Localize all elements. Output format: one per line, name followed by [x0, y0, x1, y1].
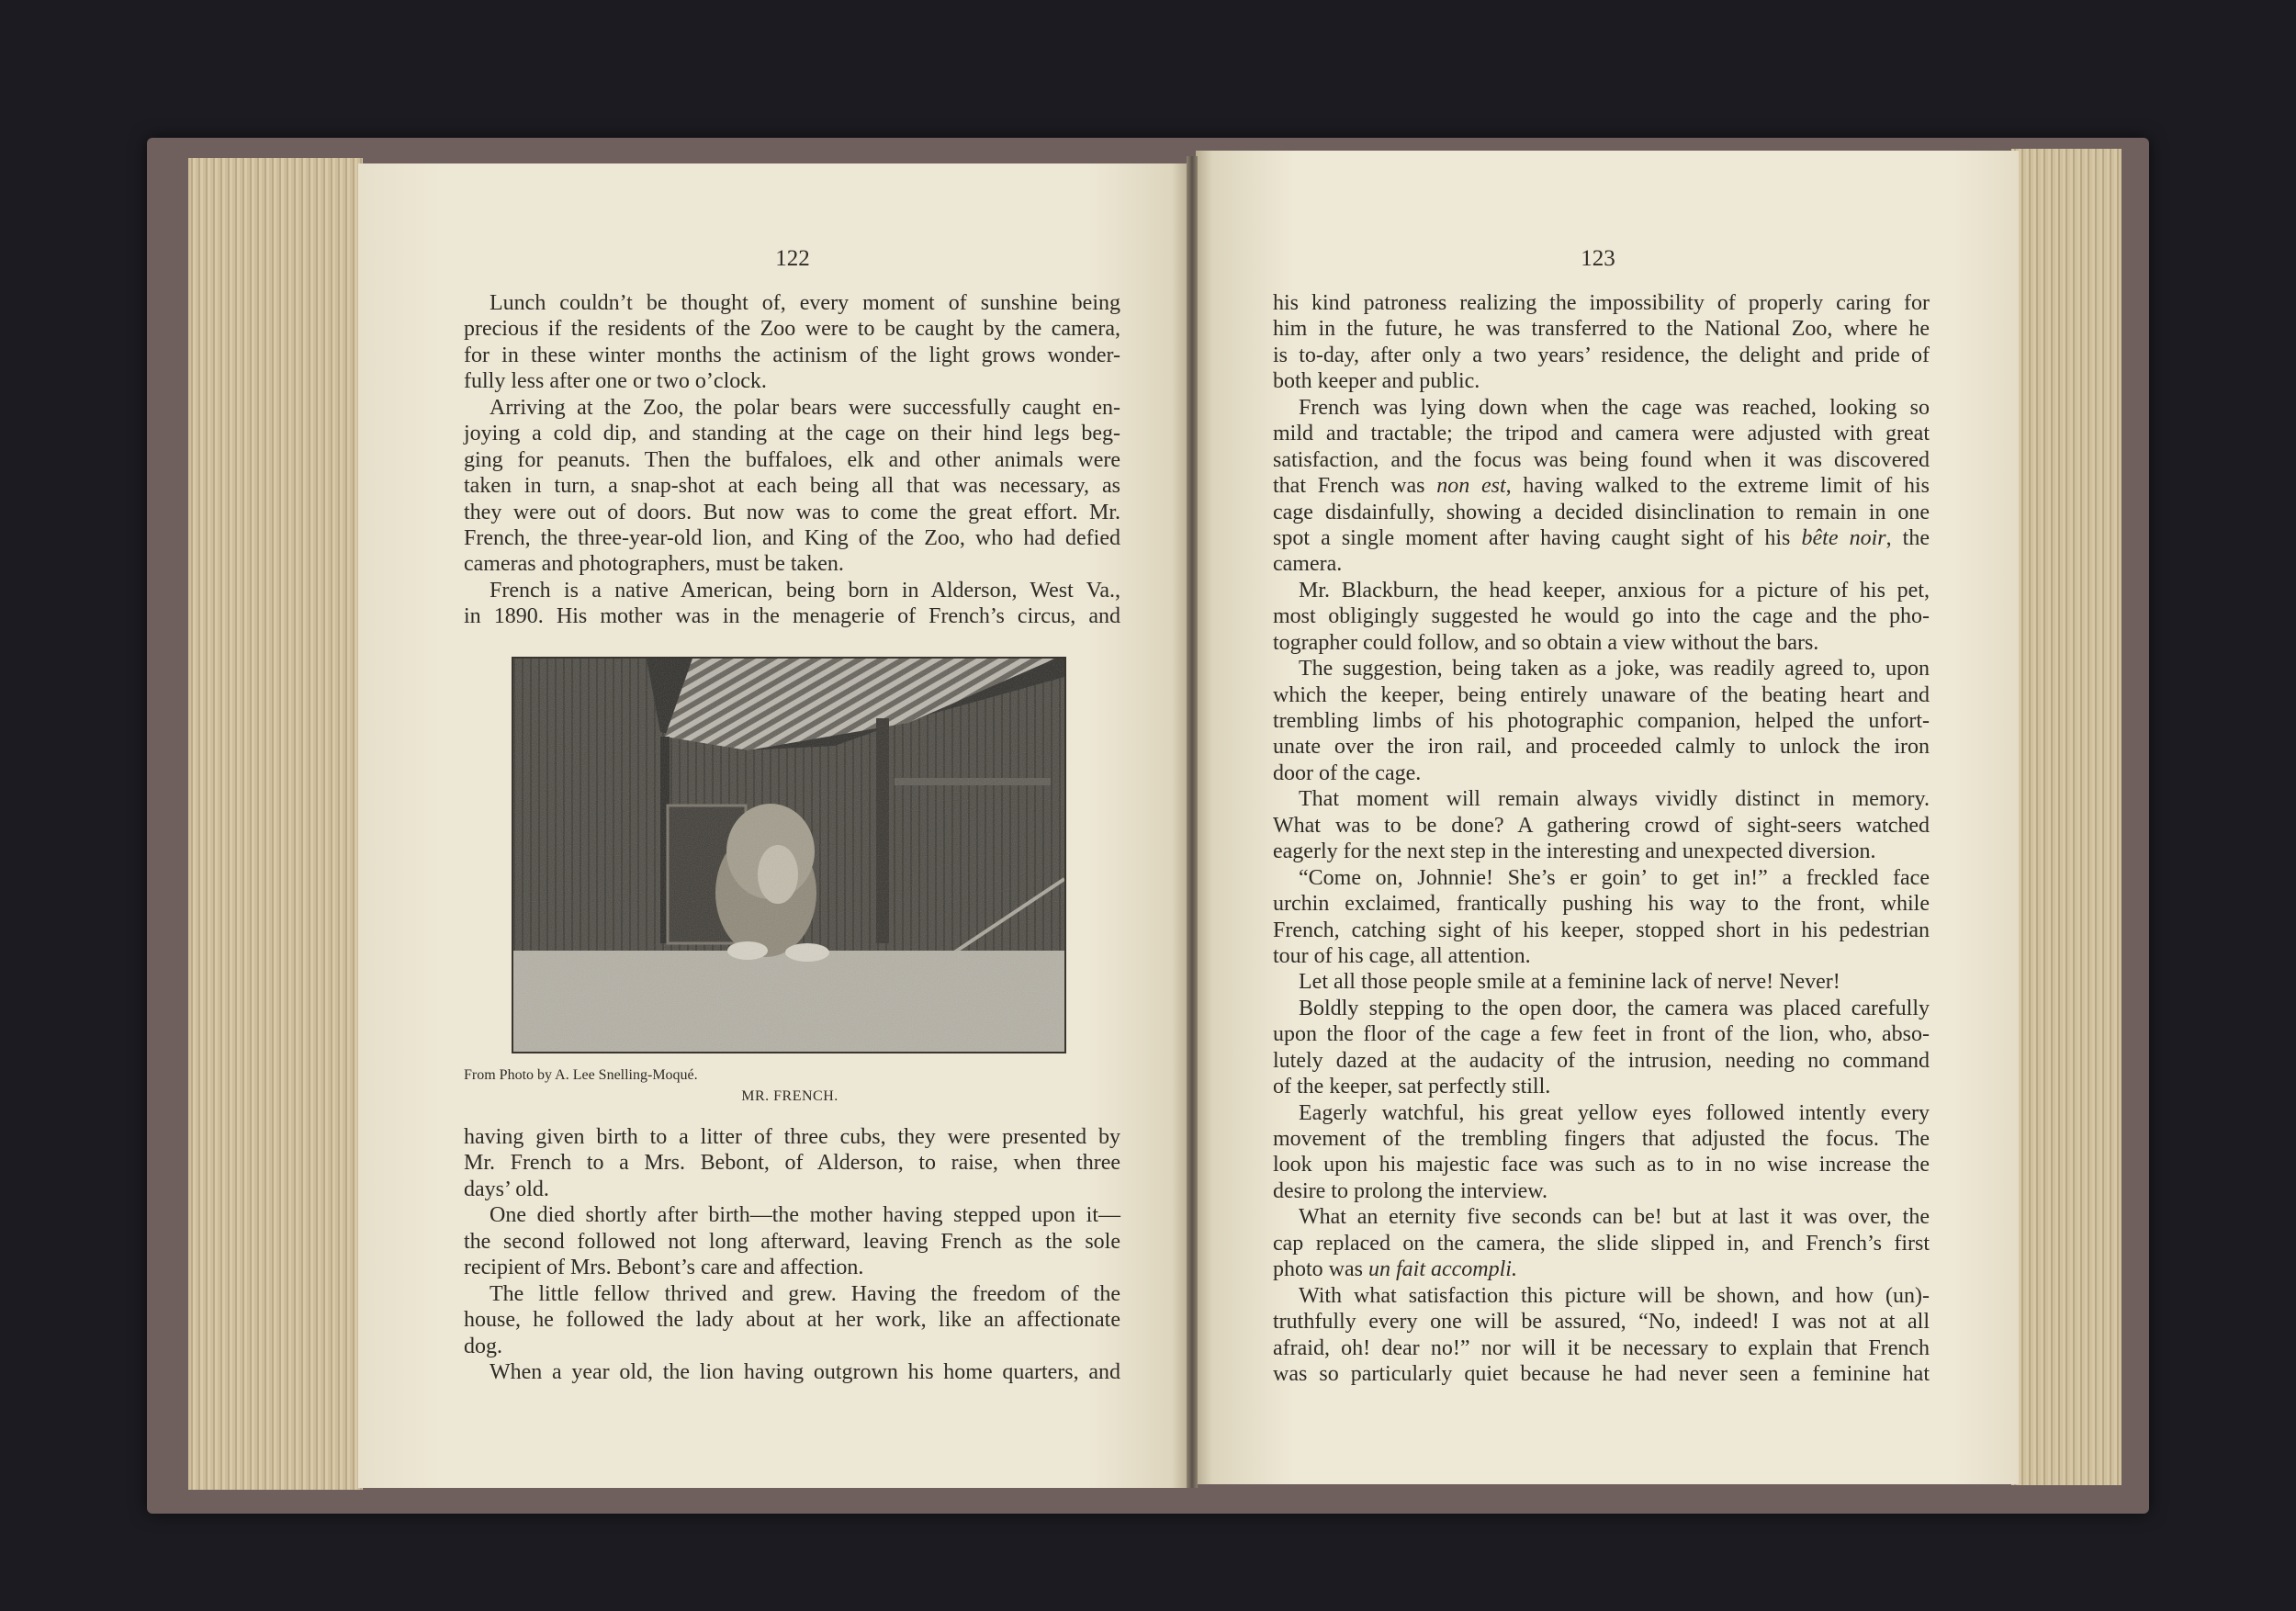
page-edges-left [188, 158, 363, 1490]
text-line: Mr. Blackburn, the head keeper, anxious for a picture of his pet, [1299, 578, 1930, 603]
text-line: his kind patroness realizing the impossibility of properly caring for [1273, 291, 1930, 315]
text-line: him in the future, he was transferred to the National Zoo, where he [1273, 317, 1930, 342]
text-line: trembling limbs of his photographic companion, helped the unfort- [1273, 709, 1930, 733]
text-line: having given birth to a litter of three cubs, they were presented by [464, 1125, 1120, 1149]
italic-phrase: un fait accompli. [1368, 1257, 1517, 1282]
text-line: door of the cage. [1273, 760, 1422, 785]
text-line: joying a cold dip, and standing at the cage on their hind legs beg- [464, 422, 1120, 446]
text-line: in 1890. His mother was in the menagerie of French’s circus, and [464, 604, 1120, 629]
text-line: Eagerly watchful, his great yellow eyes followed intently every [1299, 1100, 1930, 1125]
lion-photograph [512, 657, 1066, 1053]
text-line: cameras and photographers, must be taken. [464, 552, 844, 577]
text-line: they were out of doors. But now was to come the great effort. Mr. [464, 500, 1120, 524]
text-line: upon the floor of the cage a few feet in front of the lion, who, abso- [1273, 1022, 1930, 1047]
text-line: recipient of Mrs. Bebont’s care and affection. [464, 1256, 864, 1280]
text-line: Lunch couldn’t be thought of, every moment of sunshine being [490, 291, 1120, 315]
text-line: truthfully every one will be assured, “No, indeed! I was not at all [1273, 1310, 1930, 1335]
text-line: French, the three-year-old lion, and King of the Zoo, who had defied [464, 525, 1120, 550]
text-line: which the keeper, being entirely unaware of the beating heart and [1273, 682, 1930, 707]
text-line: was so particularly quiet because he had never seen a feminine hat [1273, 1361, 1930, 1386]
text-line: What was to be done? A gathering crowd of sight-seers watched [1273, 813, 1930, 838]
text-line: That moment will remain always vividly distinct in memory. [1299, 787, 1930, 812]
text-line: mild and tractable; the tripod and camera were adjusted with great [1273, 422, 1930, 446]
text-line: “Come on, Johnnie! She’s er goin’ to get in!” a freckled face [1299, 865, 1930, 890]
photo-credit: From Photo by A. Lee Snelling-Moqué. [464, 1067, 698, 1083]
text-line: for in these winter months the actinism of the light grows wonder- [464, 343, 1120, 367]
text-line: taken in turn, a snap-shot at each being all that was necessary, as [464, 474, 1120, 499]
text-line: The suggestion, being taken as a joke, was readily agreed to, upon [1299, 657, 1930, 682]
text-line: cage disdainfully, showing a decided disinclination to remain in one [1273, 500, 1930, 524]
text-line: that French was non est, having walked to the extreme limit of his [1273, 474, 1930, 499]
text-line: movement of the trembling fingers that adjusted the focus. The [1273, 1127, 1930, 1151]
text-line: look upon his majestic face was such as to in no wise increase the [1273, 1153, 1930, 1177]
text-line: house, he followed the lady about at her work, like an affectionate [464, 1308, 1120, 1333]
text-line: When a year old, the lion having outgrown his home quarters, and [490, 1359, 1120, 1384]
text-line: desire to prolong the interview. [1273, 1178, 1548, 1203]
page-number-right: 123 [1581, 246, 1615, 271]
text-line: of the keeper, sat perfectly still. [1273, 1075, 1551, 1099]
text-line: most obligingly suggested he would go into the cage and the pho- [1273, 604, 1930, 629]
right-page-text [1273, 290, 1930, 1387]
text-line: afraid, oh! dear no!” nor will it be necessary to explain that French [1273, 1335, 1930, 1360]
text-line: days’ old. [464, 1177, 549, 1201]
photo-caption: MR. FRENCH. [741, 1088, 838, 1104]
page-number-left: 122 [775, 246, 810, 271]
page-edges-right [2011, 149, 2122, 1485]
text-line: photo was un fait accompli. [1273, 1257, 1517, 1282]
text-line: French was lying down when the cage was reached, looking so [1299, 395, 1930, 420]
text-line: precious if the residents of the Zoo were to be caught by the camera, [464, 317, 1120, 342]
text-line: is to-day, after only a two years’ residence, the delight and pride of [1273, 343, 1930, 367]
text-line: One died shortly after birth—the mother having stepped upon it— [490, 1203, 1120, 1228]
text-line: spot a single moment after having caught sight of his bête noir, the [1273, 525, 1930, 550]
book-gutter [1187, 156, 1198, 1488]
text-line: urchin exclaimed, frantically pushing his way to the front, while [1273, 892, 1930, 917]
text-line: Arriving at the Zoo, the polar bears were successfully caught en- [490, 395, 1120, 420]
italic-phrase: non est [1436, 474, 1506, 499]
text-line: cap replaced on the camera, the slide slipped in, and French’s first [1273, 1231, 1930, 1256]
text-line: tour of his cage, all attention. [1273, 943, 1531, 968]
text-line: fully less after one or two o’clock. [464, 369, 767, 394]
text-line: Mr. French to a Mrs. Bebont, of Alderson, to raise, when three [464, 1151, 1120, 1176]
text-line: ging for peanuts. Then the buffaloes, elk and other animals were [464, 447, 1120, 472]
text-line: With what satisfaction this picture will be shown, and how (un)- [1299, 1283, 1930, 1308]
text-line: the second followed not long afterward, leaving French as the sole [464, 1229, 1120, 1254]
text-line: both keeper and public. [1273, 369, 1480, 394]
text-line: Let all those people smile at a feminine lack of nerve! Never! [1299, 970, 1840, 995]
text-line: French is a native American, being born in Alderson, West Va., [490, 578, 1120, 603]
text-line: unate over the iron rail, and proceeded calmly to unlock the iron [1273, 735, 1930, 760]
left-page-text-top [464, 290, 1120, 630]
text-line: eagerly for the next step in the interesting and unexpected diversion. [1273, 839, 1876, 864]
text-line: The little fellow thrived and grew. Having the freedom of the [490, 1281, 1120, 1306]
text-line: What an eternity five seconds can be! but at last it was over, the [1299, 1205, 1930, 1230]
text-line: camera. [1273, 552, 1343, 577]
text-line: lutely dazed at the audacity of the intrusion, needing no command [1273, 1048, 1930, 1073]
text-line: French, catching sight of his keeper, stopped short in his pedestrian [1273, 918, 1930, 942]
text-line: dog. [464, 1334, 502, 1358]
left-page-text-bottom [464, 1124, 1120, 1385]
italic-phrase: bête noir [1801, 525, 1886, 550]
text-line: tographer could follow, and so obtain a view without the bars. [1273, 630, 1819, 655]
text-line: satisfaction, and the focus was being found when it was discovered [1273, 447, 1930, 472]
text-line: Boldly stepping to the open door, the camera was placed carefully [1299, 996, 1930, 1020]
